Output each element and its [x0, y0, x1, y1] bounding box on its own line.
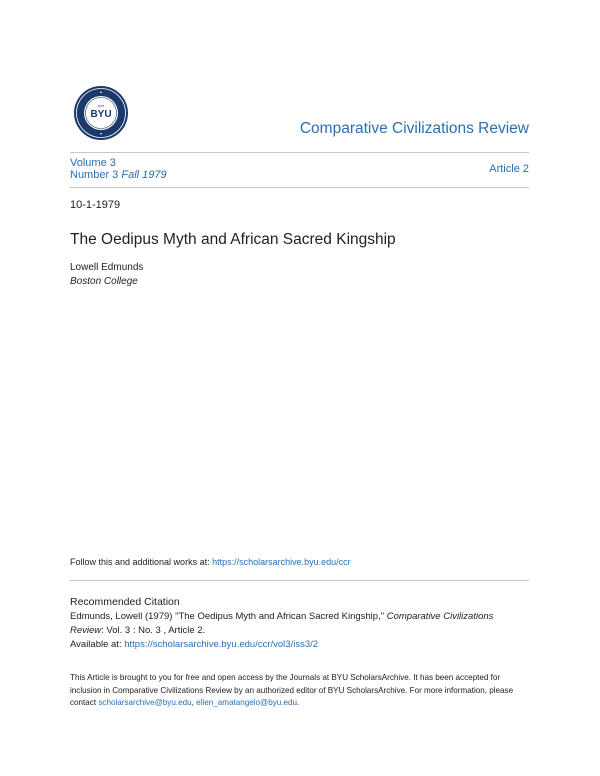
notice-end: .: [297, 698, 300, 707]
follow-link[interactable]: https://scholarsarchive.byu.edu/ccr: [212, 557, 351, 567]
available-link[interactable]: https://scholarsarchive.byu.edu/ccr/vol3/iss3/2: [124, 639, 319, 650]
citation-line2: : Vol. 3 : No. 3 , Article 2.: [101, 625, 206, 636]
access-notice: [70, 672, 532, 710]
citation-text: [70, 610, 532, 652]
author-institution: Boston College: [70, 276, 138, 287]
recommended-citation-heading: Recommended Citation: [70, 596, 180, 608]
notice-separator: ,: [191, 698, 197, 707]
email-ellen[interactable]: ellen_amatangelo@byu.edu: [196, 698, 298, 707]
citation-divider: [70, 580, 529, 581]
seal-text: BYU: [90, 109, 112, 120]
article-link[interactable]: Article 2: [489, 163, 529, 175]
seal-icon: [73, 85, 129, 141]
volume-link[interactable]: Volume 3: [70, 157, 116, 169]
citation-review: Review: [70, 625, 102, 636]
follow-label: Follow this and additional works at:: [70, 557, 213, 567]
email-scholarsarchive[interactable]: scholarsarchive@byu.edu: [98, 698, 192, 707]
seal-year: 1875: [97, 104, 105, 108]
author-block: [70, 261, 143, 289]
header-divider: [70, 152, 529, 153]
journal-title[interactable]: Comparative Civilizations Review: [299, 120, 529, 137]
follow-line: [70, 557, 351, 567]
citation-journal: Comparative Civilizations: [386, 611, 494, 622]
publication-date: 10-1-1979: [70, 199, 121, 211]
number-line[interactable]: [70, 169, 167, 181]
notice-text: This Article is brought to you for free and open access by the Journals at BYU ScholarsArchive. It has been accepted for inclusion in Comparative Civilizations Review by an authorized editor of BYU ScholarsArchive. For more information, please contact: [70, 673, 514, 707]
byu-seal-logo: [73, 85, 129, 141]
citation-line1: Edmunds, Lowell (1979) "The Oedipus Myth and African Sacred Kingship,": [70, 611, 387, 622]
author-name: Lowell Edmunds: [70, 262, 144, 273]
available-label: Available at:: [70, 639, 125, 650]
number-link: Number 3: [70, 169, 119, 181]
article-title: The Oedipus Myth and African Sacred Kingship: [70, 231, 396, 248]
issue-link: Fall 1979: [121, 169, 167, 181]
volume-divider: [70, 187, 529, 188]
volume-info: [70, 157, 167, 181]
